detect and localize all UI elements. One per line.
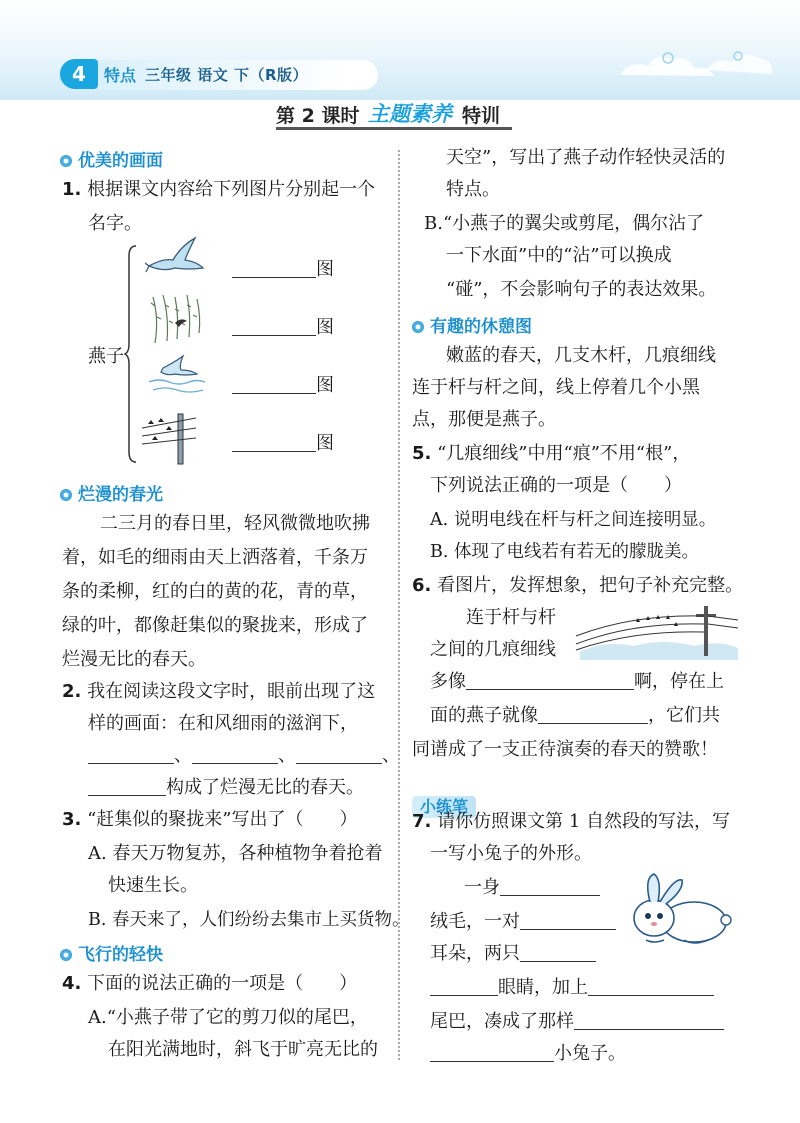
q5-stem-cont: 下列说法正确的一项是（ ）: [430, 475, 682, 496]
q1-answer-4: 图: [232, 432, 334, 456]
answer-blank[interactable]: [430, 1044, 554, 1062]
section-heading-flight: 飞行的轻快: [60, 940, 163, 965]
q2-line4: 构成了烂漫无比的春天。: [88, 776, 364, 800]
q5-option-b: B. 体现了电线若有若无的朦胧美。: [430, 542, 699, 562]
q4-option-b-cont: “碰”，不会影响句子的表达效果。: [446, 279, 717, 300]
q7-write-line5: 尾巴，凑成了那样: [430, 1010, 724, 1034]
passage1-line: 条的柔柳，红的白的黄的花，青的草，: [62, 581, 368, 602]
lesson-number: 第 2 课时: [276, 105, 360, 127]
passage1-line: 二三月的春日里，轻风微微地吹拂: [100, 513, 370, 534]
q6-line5: 同谱成了一支正待演奏的春天的赞歌！: [412, 739, 718, 760]
q6-line2: 之间的几痕细线: [430, 639, 556, 660]
q1-answer-1: 图: [232, 258, 334, 282]
section-heading-beautiful-scene: 优美的画面: [60, 146, 163, 171]
swallow-willow-picture: [145, 293, 207, 345]
swallow-water-picture: [145, 352, 207, 398]
wires-and-swallows-picture: [574, 600, 740, 664]
section-heading-spring: 烂漫的春光: [60, 480, 163, 505]
answer-blank[interactable]: [232, 434, 316, 452]
brand-logo: 特点: [104, 66, 137, 85]
rabbit-picture: [624, 872, 734, 948]
q3-option-a-cont: 快速生长。: [108, 875, 198, 896]
answer-blank[interactable]: [520, 944, 596, 962]
q4-option-a: A.“小燕子带了它的剪刀似的尾巴，: [88, 1007, 368, 1028]
lesson-theme: 主题素养: [368, 102, 452, 126]
q3-option-a: A. 春天万物复苏，各种植物争着抢着: [88, 843, 383, 864]
q2-line1: 2. 我在阅读这段文字时，眼前出现了这: [62, 681, 376, 702]
q4-stem: 4. 下面的说法正确的一项是（ ）: [62, 973, 358, 994]
answer-blank[interactable]: [192, 746, 278, 764]
section-heading-rest-picture: 有趣的休憩图: [412, 312, 532, 337]
q4-option-a-cont: 在阳光满地时，斜飞于旷亮无比的: [108, 1039, 378, 1060]
q7-write-line1: 一身: [464, 876, 600, 900]
q3-option-b: B. 春天来了，人们纷纷去集市上买货物。: [88, 910, 410, 930]
swallows-on-wire-picture: [140, 410, 198, 466]
q2-blanks-row: 、 、 、: [88, 744, 400, 768]
answer-blank[interactable]: [88, 778, 166, 796]
section-bullet-icon: [60, 949, 72, 961]
q4-option-a-cont: 天空”，写出了燕子动作轻快灵活的: [446, 147, 726, 168]
q6-stem: 6. 看图片，发挥想象，把句子补充完整。: [412, 575, 744, 596]
q7-write-line4: 眼睛，加上: [430, 976, 714, 1000]
answer-blank[interactable]: [430, 978, 498, 996]
q7-write-line3: 耳朵，两只: [430, 942, 596, 966]
practice-badge: 小练笔: [412, 796, 476, 818]
section-bullet-icon: [60, 155, 72, 167]
answer-blank[interactable]: [232, 260, 316, 278]
answer-blank[interactable]: [232, 318, 316, 336]
q6-line4: 面的燕子就像 ，它们共: [430, 705, 720, 726]
brace-icon: [124, 244, 138, 464]
passage2-line: 连于杆与杆之间，线上停着几个小黑: [412, 377, 700, 398]
passage2-line: 点，那便是燕子。: [412, 409, 556, 430]
section-bullet-icon: [60, 489, 72, 501]
q3-stem: 3. “赶集似的聚拢来”写出了（ ）: [62, 809, 358, 830]
q2-line2: 样的画面：在和风细雨的滋润下，: [88, 713, 358, 734]
q4-option-b: B.“小燕子的翼尖或剪尾，偶尔沾了: [424, 213, 705, 234]
passage1-line: 着，如毛的细雨由天上洒落着，千条万: [62, 547, 368, 568]
q1-line2: 名字。: [88, 213, 142, 234]
q5-option-a: A. 说明电线在杆与杆之间连接明显。: [430, 510, 717, 530]
answer-blank[interactable]: [520, 912, 616, 930]
grade-subject-label: 三年级 语文 下（R版）: [145, 66, 308, 84]
passage1-line: 绿的叶，都像赶集似的聚拢来，形成了: [62, 615, 368, 636]
q4-option-a-cont: 特点。: [446, 179, 500, 200]
answer-blank[interactable]: [466, 672, 634, 690]
answer-blank[interactable]: [232, 376, 316, 394]
lesson-title-tail: 特训: [462, 105, 501, 127]
answer-blank[interactable]: [538, 706, 648, 724]
answer-blank[interactable]: [88, 746, 174, 764]
q6-line1: 连于杆与杆: [466, 607, 556, 628]
answer-blank[interactable]: [296, 746, 382, 764]
answer-blank[interactable]: [500, 878, 600, 896]
q1-answer-3: 图: [232, 374, 334, 398]
passage2-line: 嫩蓝的春天，几支木杆，几痕细线: [446, 345, 716, 366]
cloud-decoration-icon: [610, 30, 780, 90]
q4-option-b-cont: 一下水面”中的“沾”可以换成: [446, 245, 672, 266]
q7-stem: 7. 请你仿照课文第 1 自然段的写法，写: [412, 811, 731, 832]
passage1-line: 烂漫无比的春天。: [62, 649, 206, 670]
q5-stem: 5. “几痕细线”中用“痕”不用“根”，: [412, 443, 691, 464]
page-header: [0, 0, 800, 100]
page-number: 4: [60, 59, 98, 89]
flying-swallow-picture: [145, 236, 207, 280]
section-bullet-icon: [412, 321, 424, 333]
brace-label: 燕子: [88, 346, 124, 367]
q1-answer-2: 图: [232, 316, 334, 340]
q6-line3: 多像 啊，停在上: [430, 671, 724, 692]
answer-blank[interactable]: [574, 1012, 724, 1030]
q7-write-line2: 绒毛，一对: [430, 910, 616, 934]
answer-blank[interactable]: [588, 978, 714, 996]
q7-write-line6: 小兔子。: [430, 1042, 626, 1066]
q7-stem-cont: 一写小兔子的外形。: [430, 843, 592, 864]
q1-line1: 1. 根据课文内容给下列图片分别起一个: [62, 179, 376, 200]
